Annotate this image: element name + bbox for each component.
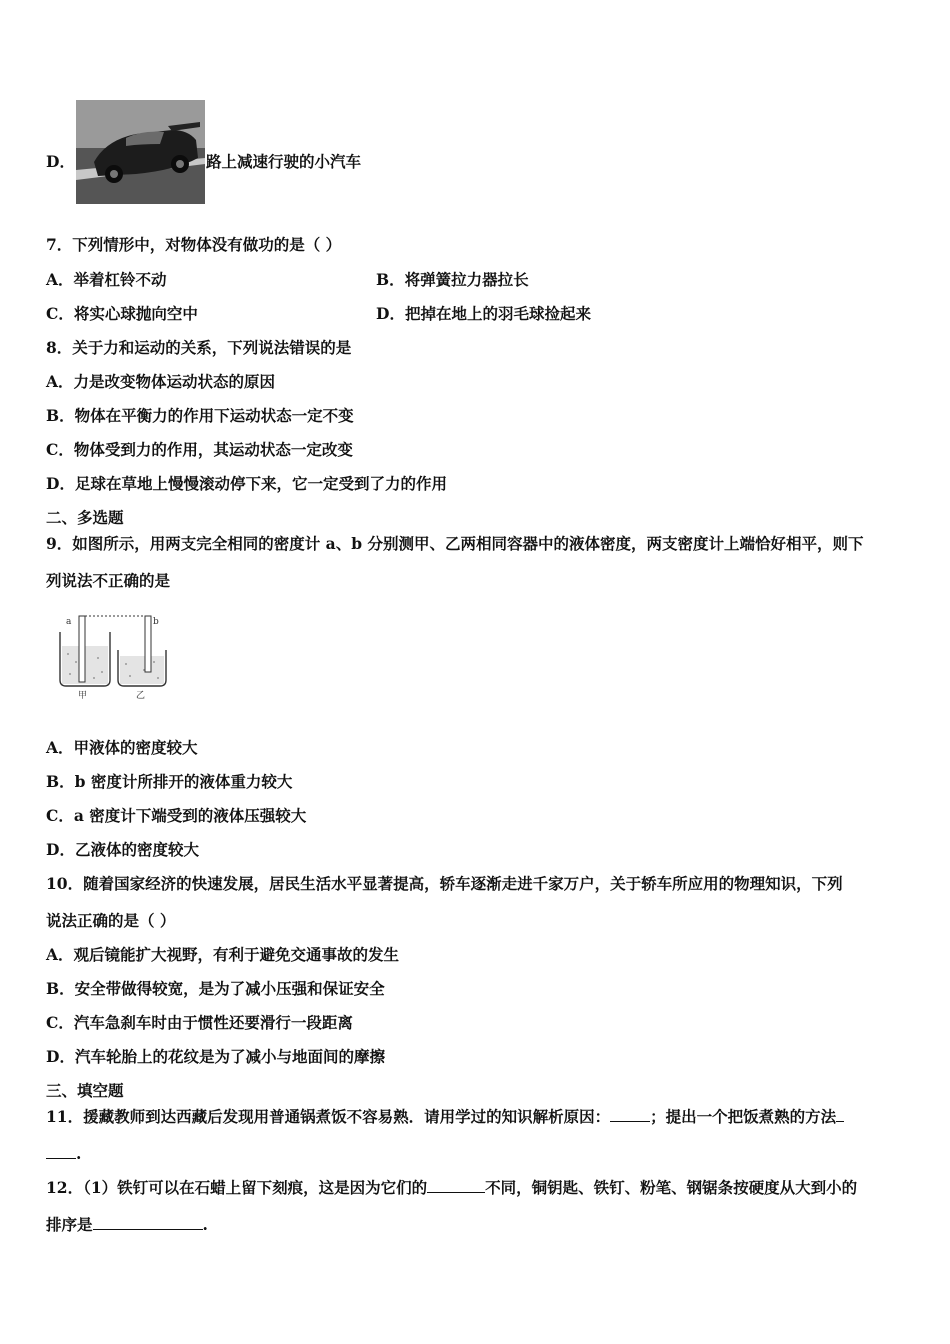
q7-option-a: A．举着杠铃不动 [46,270,167,289]
label-yi: 乙 [136,691,146,701]
q9-option-d: D．乙液体的密度较大 [46,840,199,859]
q6-option-d-label: D． [46,152,75,171]
q10-option-b: B．安全带做得较宽，是为了减小压强和保证安全 [46,979,385,998]
q11-blank-reason[interactable] [610,1107,650,1122]
q9-option-a: A．甲液体的密度较大 [46,738,198,757]
q7-option-b: B．将弹簧拉力器拉长 [376,270,529,289]
label-jia: 甲 [78,691,88,701]
q10-option-a: A．观后镜能扩大视野，有利于避免交通事故的发生 [46,945,400,964]
label-a: a [66,617,72,627]
sports-car-photo [76,100,205,204]
q8-option-c: C．物体受到力的作用，其运动状态一定改变 [46,440,353,459]
section-title-fill-in: 三、填空题 [46,1081,124,1100]
q11-part2: ；提出一个把饭煮熟的方法 [650,1107,837,1126]
q12-part2: 不同，铜钥匙、铁钉、粉笔、钢锯条按硬度从大到小的 [485,1178,858,1197]
q8-option-a: A．力是改变物体运动状态的原因 [46,372,276,391]
q11-line2 [46,1144,81,1164]
q10-stem-line2: 说法正确的是（ ） [46,911,176,930]
q8-option-b: B．物体在平衡力的作用下运动状态一定不变 [46,406,354,425]
section-title-multi-choice: 二、多选题 [46,508,124,527]
q12-blank-property[interactable] [427,1178,485,1193]
q12-line2 [46,1215,208,1235]
q10-option-c: C．汽车急刹车时由于惯性还要滑行一段距离 [46,1013,353,1032]
q12-line2-text: 排序是 [46,1215,93,1234]
hydrometer-diagram [54,612,174,702]
q7-stem: 7．下列情形中，对物体没有做功的是（ ） [46,235,342,254]
q12-end: . [202,1215,208,1234]
q11-part1: 11．援藏教师到达西藏后发现用普通锅煮饭不容易熟．请用学过的知识解析原因： [46,1107,611,1126]
label-b: b [153,617,159,627]
q9-stem-line2: 列说法不正确的是 [46,571,171,590]
q11-end: . [76,1144,82,1163]
q11-blank-method-start[interactable] [836,1107,844,1122]
q10-stem-line1: 10．随着国家经济的快速发展，居民生活水平显著提高，轿车逐渐走进千家万户，关于轿车所应用的物理知识，下列 [46,874,843,893]
q11-blank-method[interactable] [46,1144,76,1159]
q8-stem: 8．关于力和运动的关系，下列说法错误的是 [46,338,352,357]
q9-option-c: C．a 密度计下端受到的液体压强较大 [46,806,307,825]
q12-line1 [46,1178,857,1198]
q9-option-b: B．b 密度计所排开的液体重力较大 [46,772,293,791]
q12-blank-order[interactable] [93,1215,203,1230]
q7-option-c: C．将实心球抛向空中 [46,304,198,323]
q6-option-d-text: 路上减速行驶的小汽车 [206,152,362,171]
q10-option-d: D．汽车轮胎上的花纹是为了减小与地面间的摩擦 [46,1047,385,1066]
q12-part1: 12．（1）铁钉可以在石蜡上留下刻痕，这是因为它们的 [46,1178,428,1197]
q9-stem-line1: 9．如图所示，用两支完全相同的密度计 a、b 分别测甲、乙两相同容器中的液体密度，两支密度计上端恰好相平，则下 [46,534,864,553]
q8-option-d: D．足球在草地上慢慢滚动停下来，它一定受到了力的作用 [46,474,447,493]
q7-option-d: D．把掉在地上的羽毛球捡起来 [376,304,591,323]
q11-line1 [46,1107,844,1127]
